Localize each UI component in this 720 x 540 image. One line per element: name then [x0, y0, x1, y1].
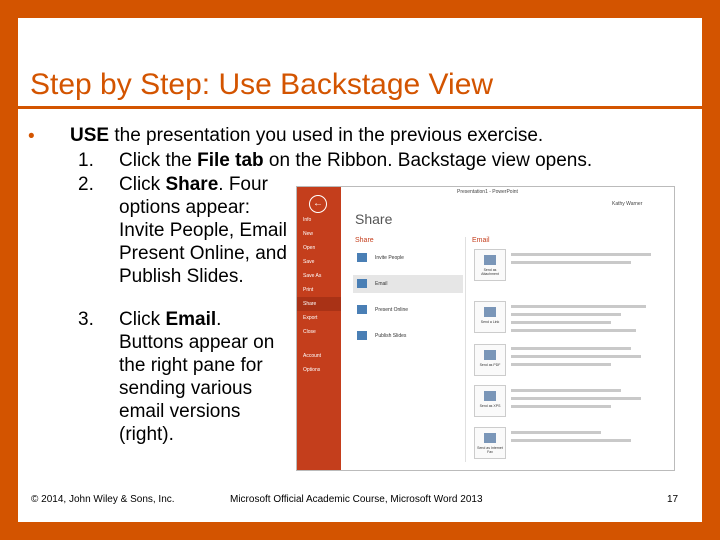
footer-copyright: © 2014, John Wiley & Sons, Inc.	[31, 494, 175, 505]
backstage-sidebar	[297, 187, 341, 470]
share-option-publish[interactable]	[353, 327, 463, 345]
button-label: Send as XPS	[479, 404, 501, 408]
option-label: Publish Slides	[375, 333, 407, 339]
step-3-line: the right pane for	[119, 355, 263, 376]
step-3-post: .	[216, 309, 222, 330]
button-label: Send as PDF	[479, 363, 501, 367]
step-1-post: on the Ribbon. Backstage view opens.	[263, 150, 593, 171]
step-1-pre: Click the	[119, 150, 198, 171]
send-xps-button[interactable]	[474, 385, 506, 417]
description-line	[511, 253, 651, 256]
send-pdf-button[interactable]	[474, 344, 506, 376]
step-number: 3.	[78, 309, 94, 330]
option-label: Invite People	[375, 255, 404, 261]
xps-icon	[484, 391, 496, 401]
description-line	[511, 405, 611, 408]
step-2-text	[119, 173, 287, 288]
send-fax-button[interactable]	[474, 427, 506, 459]
share-option-email[interactable]	[353, 275, 463, 293]
pane-divider	[465, 237, 466, 462]
link-icon	[484, 307, 496, 317]
step-2-post: . Four	[218, 174, 268, 195]
step-2-line: Publish Slides.	[119, 266, 244, 287]
user-name: Kathy Warner	[612, 201, 643, 207]
description-line	[511, 347, 631, 350]
description-line	[511, 389, 621, 392]
step-number: 1.	[78, 150, 94, 171]
share-heading: Share	[355, 211, 393, 227]
description-line	[511, 313, 621, 316]
nav-item[interactable]: Save As	[303, 273, 322, 279]
nav-item[interactable]: Save	[303, 259, 315, 265]
nav-item[interactable]: Close	[303, 329, 316, 335]
fax-icon	[484, 433, 496, 443]
publish-slides-icon	[357, 331, 367, 340]
step-3-text	[119, 308, 274, 446]
share-option-present[interactable]	[353, 301, 463, 319]
page-number: 17	[667, 494, 679, 505]
slide-title: Step by Step: Use Backstage View	[30, 68, 494, 101]
send-attachment-button[interactable]	[474, 249, 506, 281]
slide	[18, 18, 702, 522]
nav-item[interactable]: New	[303, 231, 314, 237]
step-1-strong: File tab	[197, 150, 264, 171]
nav-item[interactable]: Print	[303, 287, 314, 293]
description-line	[511, 305, 646, 308]
description-line	[511, 261, 631, 264]
step-2-pre: Click	[119, 174, 166, 195]
nav-item[interactable]: Account	[303, 353, 322, 359]
step-1-text	[119, 149, 592, 172]
step-2-line: Present Online, and	[119, 243, 287, 264]
window-title: Presentation1 - PowerPoint	[457, 189, 518, 195]
nav-item[interactable]: Export	[303, 315, 318, 321]
email-heading: Email	[472, 237, 490, 244]
bullet-icon: •	[28, 126, 35, 147]
button-label: Send as Attachment	[481, 268, 499, 276]
button-label: Send a Link	[480, 320, 500, 324]
button-label: Send as Internet Fax	[477, 446, 503, 454]
step-3-line: email versions	[119, 401, 241, 422]
footer-course: Microsoft Official Academic Course, Microsoft Word 2013	[230, 494, 483, 505]
nav-item[interactable]: Open	[303, 245, 316, 251]
description-line	[511, 363, 611, 366]
step-3-pre: Click	[119, 309, 166, 330]
send-link-button[interactable]	[474, 301, 506, 333]
description-line	[511, 321, 611, 324]
people-icon	[357, 253, 367, 262]
nav-item[interactable]: Options	[303, 367, 321, 373]
step-3-line: Buttons appear on	[119, 332, 275, 353]
option-label: Present Online	[375, 307, 409, 313]
share-section-label: Share	[355, 237, 374, 244]
back-arrow-icon[interactable]: ←	[309, 195, 327, 213]
description-line	[511, 329, 636, 332]
description-line	[511, 397, 641, 400]
lead-rest: the presentation you used in the previous exercise.	[109, 125, 544, 146]
pdf-icon	[484, 350, 496, 360]
description-line	[511, 439, 631, 442]
description-line	[511, 355, 641, 358]
nav-item[interactable]: Info	[303, 217, 312, 223]
step-3-line: sending various	[119, 378, 253, 399]
step-number: 2.	[78, 174, 94, 195]
step-2-line: Invite People, Email	[119, 220, 287, 241]
present-online-icon	[357, 305, 367, 314]
option-label: Email	[375, 281, 388, 287]
nav-item-share[interactable]: Share	[303, 301, 317, 307]
title-divider	[18, 106, 702, 109]
attachment-icon	[484, 255, 496, 265]
step-2-strong: Share	[165, 174, 219, 195]
lead-line	[70, 124, 543, 147]
lead-strong: USE	[70, 125, 110, 146]
share-option-invite[interactable]	[353, 249, 463, 267]
step-3-line: (right).	[119, 424, 174, 445]
step-2-line: options appear:	[119, 197, 250, 218]
email-icon	[357, 279, 367, 288]
description-line	[511, 431, 601, 434]
step-3-strong: Email	[165, 309, 217, 330]
backstage-screenshot	[296, 186, 675, 471]
